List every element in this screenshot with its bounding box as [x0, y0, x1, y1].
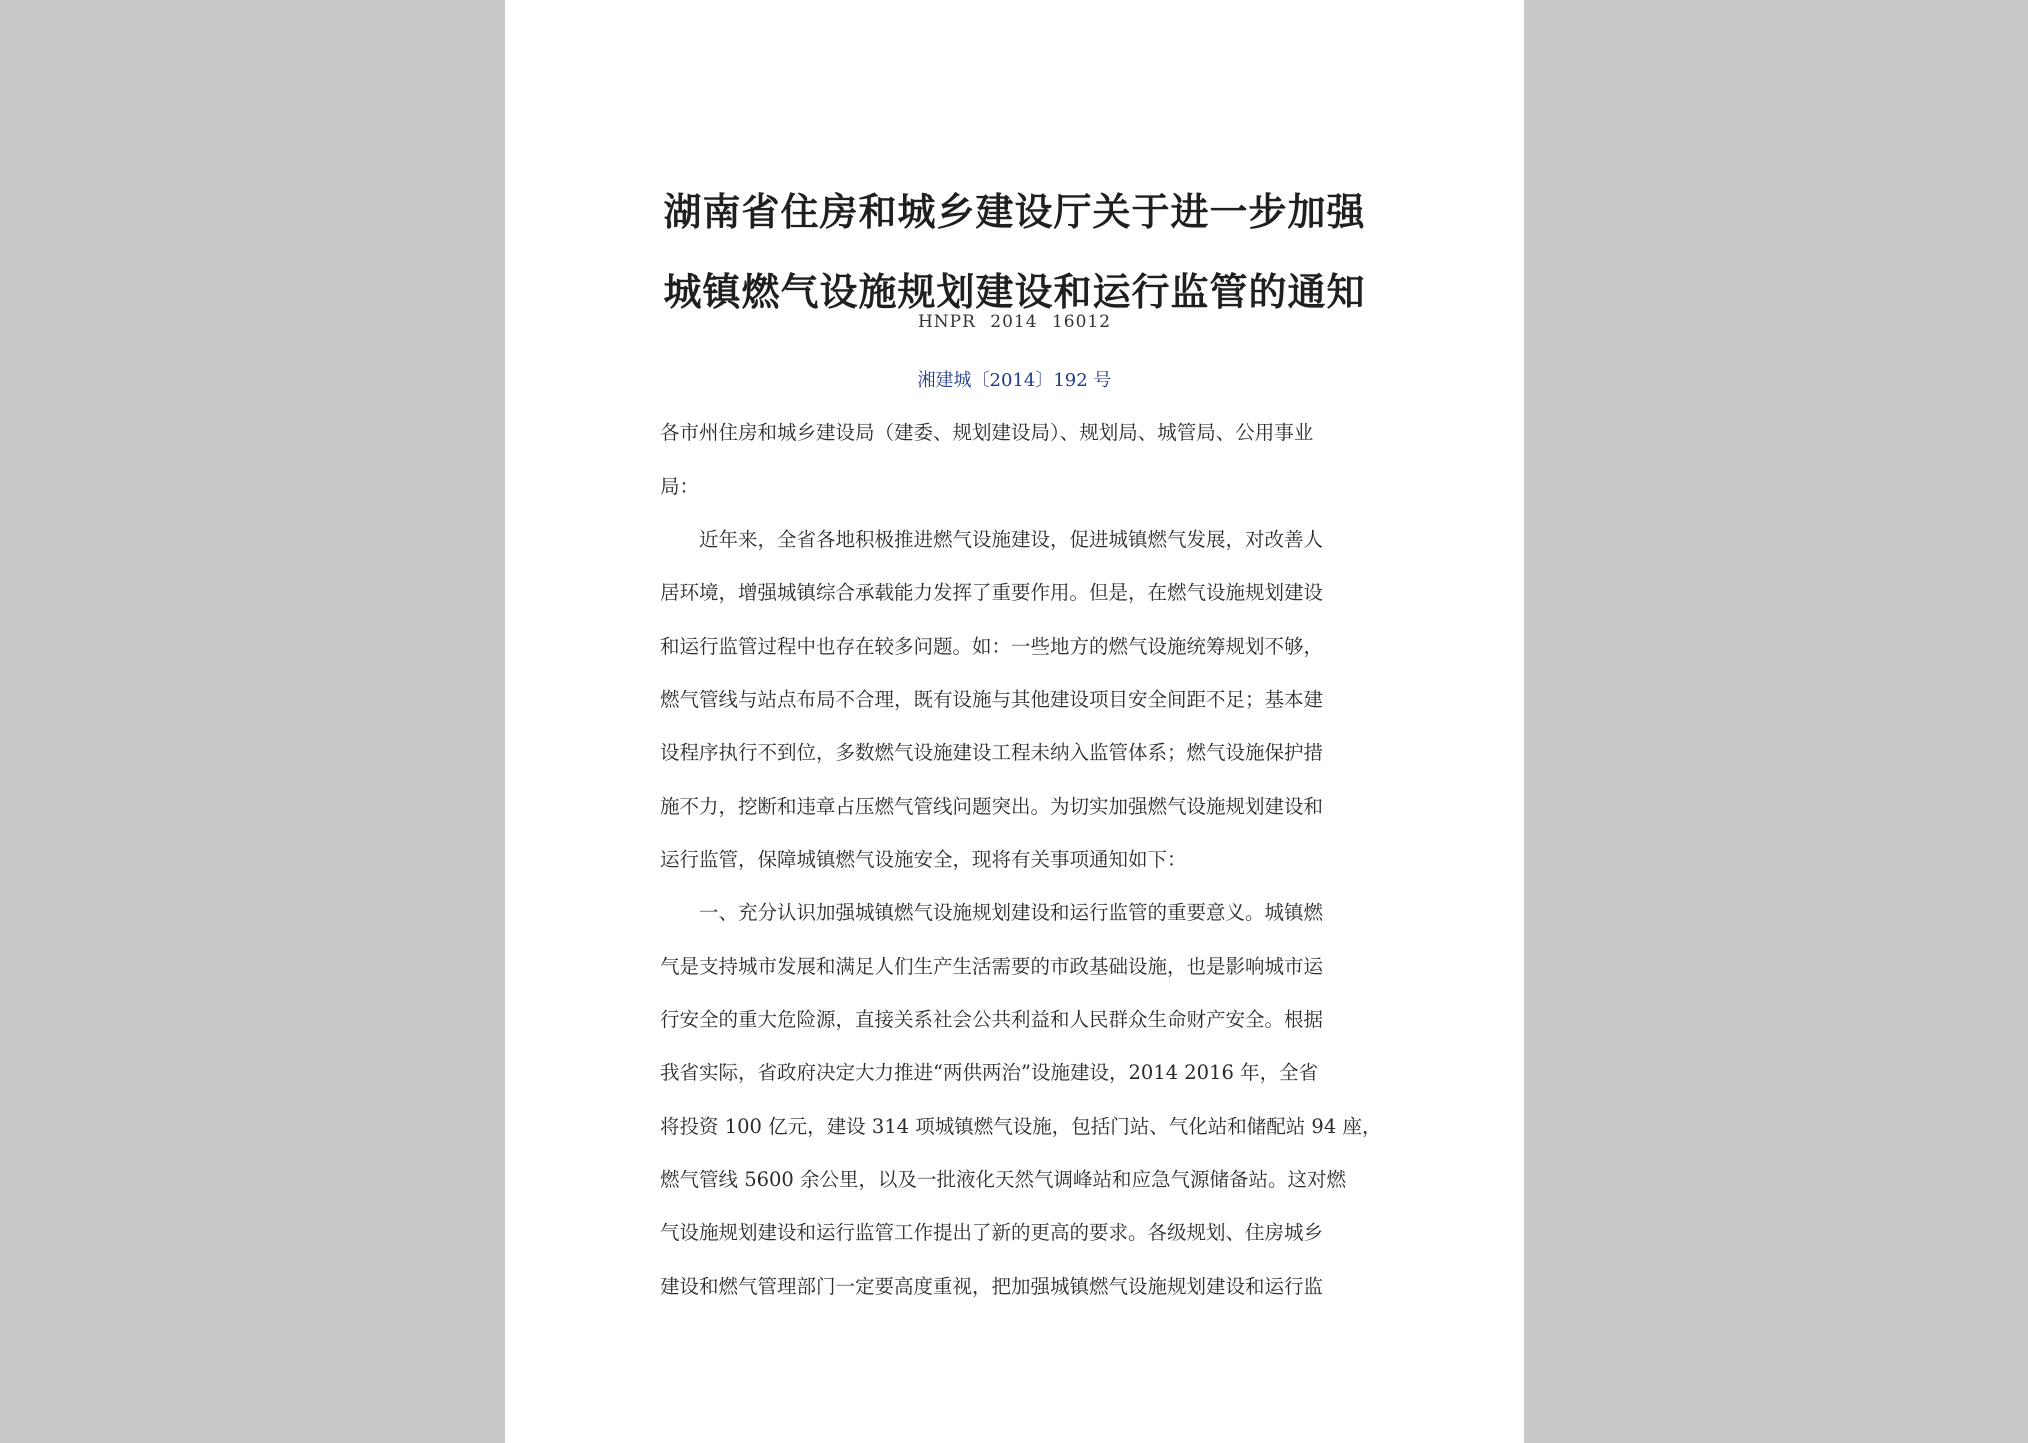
body-line: 近年来，全省各地积极推进燃气设施建设，促进城镇燃气发展，对改善人 — [699, 528, 1324, 551]
body-line: 气是支持城市发展和满足人们生产生活需要的市政基础设施，也是影响城市运 — [660, 955, 1324, 978]
body-line: 局： — [660, 475, 700, 498]
body-line: 施不力，挖断和违章占压燃气管线问题突出。为切实加强燃气设施规划建设和 — [660, 795, 1324, 818]
body-line: 我省实际，省政府决定大力推进“两供两治”设施建设，2014 2016 年，全省 — [660, 1061, 1319, 1084]
title-line-2: 城镇燃气设施规划建设和运行监管的通知 — [663, 270, 1366, 314]
body-line: 设程序执行不到位，多数燃气设施建设工程未纳入监管体系；燃气设施保护措 — [660, 741, 1324, 764]
body-line: 建设和燃气管理部门一定要高度重视，把加强城镇燃气设施规划建设和运行监 — [660, 1275, 1324, 1298]
body-line: 和运行监管过程中也存在较多问题。如：一些地方的燃气设施统筹规划不够， — [660, 635, 1324, 658]
body-line: 气设施规划建设和运行监管工作提出了新的更高的要求。各级规划、住房城乡 — [660, 1221, 1324, 1244]
body-line: 燃气管线与站点布局不合理，既有设施与其他建设项目安全间距不足；基本建 — [660, 688, 1324, 711]
document-number: HNPR 2014 16012 — [917, 312, 1112, 332]
body-line: 燃气管线 5600 余公里，以及一批液化天然气调峰站和应急气源储备站。这对燃 — [660, 1168, 1347, 1191]
body-line: 行安全的重大危险源，直接关系社会公共利益和人民群众生命财产安全。根据 — [660, 1008, 1324, 1031]
document-title — [505, 172, 1524, 332]
body-line: 各市州住房和城乡建设局（建委、规划建设局）、规划局、城管局、公用事业 — [660, 421, 1314, 444]
body-line: 一、充分认识加强城镇燃气设施规划建设和运行监管的重要意义。城镇燃 — [699, 901, 1324, 924]
document-reference: 湘建城〔2014〕192 号 — [917, 370, 1112, 391]
body-line: 居环境，增强城镇综合承载能力发挥了重要作用。但是，在燃气设施规划建设 — [660, 581, 1324, 604]
title-line-1: 湖南省住房和城乡建设厅关于进一步加强 — [663, 190, 1366, 234]
body-line: 运行监管，保障城镇燃气设施安全，现将有关事项通知如下： — [660, 848, 1187, 871]
document-page — [505, 0, 1524, 1443]
body-line: 将投资 100 亿元，建设 314 项城镇燃气设施，包括门站、气化站和储配站 94 座， — [660, 1115, 1382, 1138]
